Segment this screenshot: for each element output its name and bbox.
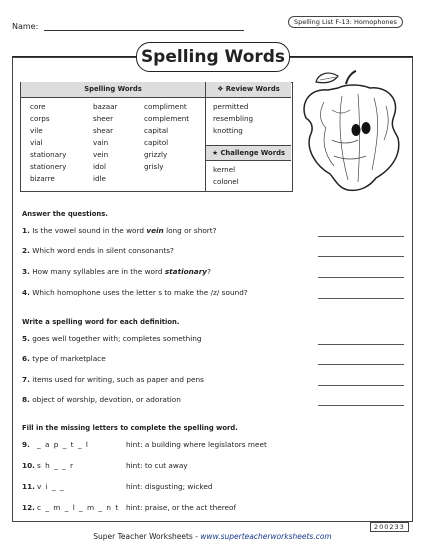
challenge-words-header: ★ Challenge Words <box>206 145 291 161</box>
hint-9: hint: a building where legislators meet <box>126 440 267 449</box>
spelling-words-header: Spelling Words <box>21 82 205 98</box>
question-6: 6. type of marketplace <box>22 354 106 363</box>
hint-10: hint: to cut away <box>126 461 188 470</box>
list-item: compliment <box>144 102 187 111</box>
question-7: 7. items used for writing, such as paper and pens <box>22 375 204 384</box>
answer-line-5[interactable] <box>318 344 404 345</box>
answer-line-6[interactable] <box>318 364 404 365</box>
list-item: stationery <box>30 162 67 171</box>
list-item: bizarre <box>30 174 55 183</box>
list-item: kernel <box>213 165 236 174</box>
worksheet-code: 200233 <box>370 522 409 532</box>
list-item: knotting <box>213 126 243 135</box>
answer-line-8[interactable] <box>318 405 404 406</box>
answer-line-3[interactable] <box>318 277 404 278</box>
list-item: colonel <box>213 177 239 186</box>
list-item: complement <box>144 114 190 123</box>
list-item: permitted <box>213 102 249 111</box>
fill-word-12[interactable]: c _ m _ l _ m _ n t <box>37 503 120 512</box>
list-item: vile <box>30 126 43 135</box>
item-number-11: 11. <box>22 482 35 491</box>
name-label: Name: <box>12 22 39 31</box>
fill-word-10[interactable]: s h _ _ r <box>37 461 75 470</box>
list-item: bazaar <box>93 102 118 111</box>
question-3: 3. How many syllables are in the word stationary? <box>22 267 211 276</box>
fill-word-11[interactable]: v i _ _ <box>37 482 65 491</box>
answer-line-1[interactable] <box>318 236 404 237</box>
question-1: 1. Is the vowel sound in the word vein long or short? <box>22 226 217 235</box>
name-field[interactable] <box>44 30 244 31</box>
list-item: vein <box>93 150 109 159</box>
footer-url[interactable]: www.superteacherworksheets.com <box>200 532 332 541</box>
word-column-1 <box>30 101 66 185</box>
section-heading-questions: Answer the questions. <box>22 210 108 218</box>
list-item: corps <box>30 114 50 123</box>
hint-11: hint: disgusting; wicked <box>126 482 213 491</box>
list-item: grisly <box>144 162 164 171</box>
answer-line-4[interactable] <box>318 298 404 299</box>
answer-line-7[interactable] <box>318 385 404 386</box>
question-4: 4. Which homophone uses the letter s to make the /z/ sound? <box>22 288 248 297</box>
word-box-divider <box>205 82 206 192</box>
list-tag: Spelling List F-13: Homophones <box>288 16 403 28</box>
item-number-12: 12. <box>22 503 35 512</box>
list-item: vain <box>93 138 109 147</box>
item-number-9: 9. <box>22 440 30 449</box>
list-item: grizzly <box>144 150 168 159</box>
answer-line-2[interactable] <box>318 256 404 257</box>
list-item: shear <box>93 126 114 135</box>
question-5: 5. goes well together with; completes something <box>22 334 202 343</box>
footer-brand: Super Teacher Worksheets - <box>93 532 201 541</box>
list-item: core <box>30 102 46 111</box>
list-item: capitol <box>144 138 169 147</box>
challenge-word-list <box>213 164 239 188</box>
question-8: 8. object of worship, devotion, or adoration <box>22 395 181 404</box>
question-2: 2. Which word ends in silent consonants? <box>22 246 174 255</box>
list-item: capital <box>144 126 169 135</box>
apple-core-illustration <box>298 70 408 195</box>
list-item: idle <box>93 174 106 183</box>
review-words-header: ❖ Review Words <box>206 82 291 98</box>
list-item: stationary <box>30 150 67 159</box>
section-heading-definitions: Write a spelling word for each definition. <box>22 318 180 326</box>
list-item: resembling <box>213 114 254 123</box>
list-item: vial <box>30 138 43 147</box>
fill-word-9[interactable]: _ a p _ t _ l <box>37 440 89 449</box>
review-word-list <box>213 101 253 137</box>
list-item: idol <box>93 162 106 171</box>
section-heading-fill-in: Fill in the missing letters to complete the spelling word. <box>22 424 238 432</box>
item-number-10: 10. <box>22 461 35 470</box>
hint-12: hint: praise, or the act thereof <box>126 503 237 512</box>
word-column-2 <box>93 101 118 185</box>
footer <box>0 532 425 541</box>
page-title: Spelling Words <box>136 42 290 72</box>
word-column-3 <box>144 101 189 173</box>
list-item: sheer <box>93 114 114 123</box>
